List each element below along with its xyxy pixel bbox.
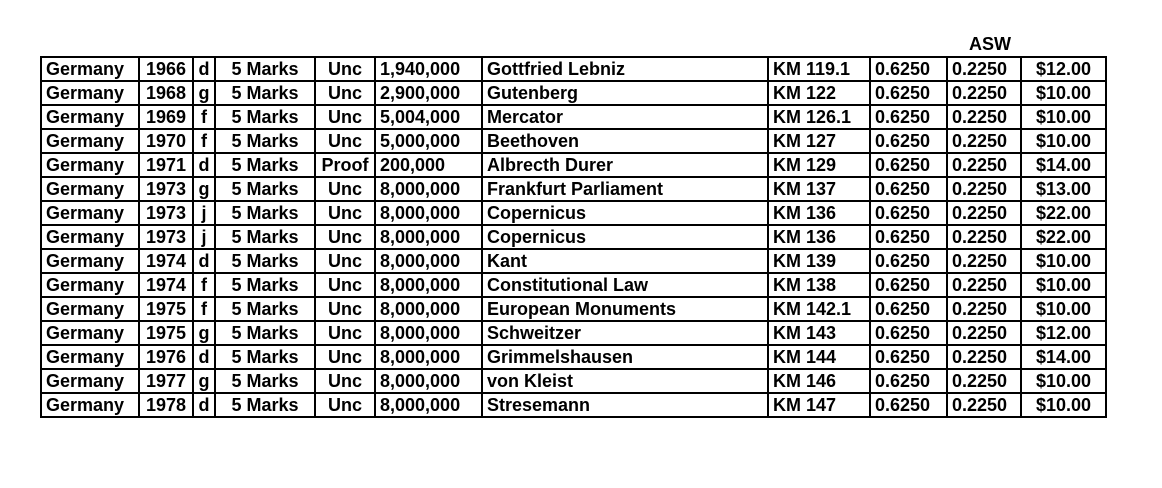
- asw-column-header: ASW: [969, 34, 1011, 54]
- price-cell: $22.00: [1021, 201, 1106, 225]
- mint-mark-cell: f: [193, 297, 215, 321]
- fineness-cell: 0.6250: [870, 153, 947, 177]
- table-row: [41, 153, 1106, 177]
- grade-cell: Unc: [315, 345, 375, 369]
- mint-mark-cell: d: [193, 57, 215, 81]
- mint-mark-cell: f: [193, 273, 215, 297]
- asw-cell: 0.2250: [947, 153, 1021, 177]
- mint-mark-cell: d: [193, 393, 215, 417]
- mintage-cell: 200,000: [375, 153, 482, 177]
- country-cell: Germany: [41, 201, 139, 225]
- km-number-cell: KM 136: [768, 225, 870, 249]
- grade-cell: Unc: [315, 201, 375, 225]
- km-number-cell: KM 129: [768, 153, 870, 177]
- mint-mark-cell: f: [193, 105, 215, 129]
- price-cell: $10.00: [1021, 297, 1106, 321]
- mintage-cell: 8,000,000: [375, 249, 482, 273]
- km-number-cell: KM 143: [768, 321, 870, 345]
- fineness-cell: 0.6250: [870, 345, 947, 369]
- table-row: [41, 57, 1106, 81]
- subject-cell: Grimmelshausen: [482, 345, 768, 369]
- table-row: [41, 81, 1106, 105]
- price-cell: $10.00: [1021, 249, 1106, 273]
- asw-cell: 0.2250: [947, 129, 1021, 153]
- fineness-cell: 0.6250: [870, 57, 947, 81]
- price-cell: $12.00: [1021, 321, 1106, 345]
- mintage-cell: 8,000,000: [375, 393, 482, 417]
- fineness-cell: 0.6250: [870, 369, 947, 393]
- grade-cell: Unc: [315, 57, 375, 81]
- mintage-cell: 8,000,000: [375, 297, 482, 321]
- km-number-cell: KM 142.1: [768, 297, 870, 321]
- price-cell: $10.00: [1021, 81, 1106, 105]
- denomination-cell: 5 Marks: [215, 345, 315, 369]
- grade-cell: Unc: [315, 273, 375, 297]
- table-row: [41, 393, 1106, 417]
- subject-cell: Copernicus: [482, 201, 768, 225]
- km-number-cell: KM 147: [768, 393, 870, 417]
- denomination-cell: 5 Marks: [215, 153, 315, 177]
- mint-mark-cell: g: [193, 369, 215, 393]
- coin-table-body: [41, 57, 1106, 417]
- mintage-cell: 8,000,000: [375, 201, 482, 225]
- year-cell: 1969: [139, 105, 193, 129]
- asw-cell: 0.2250: [947, 345, 1021, 369]
- denomination-cell: 5 Marks: [215, 297, 315, 321]
- denomination-cell: 5 Marks: [215, 273, 315, 297]
- year-cell: 1975: [139, 297, 193, 321]
- km-number-cell: KM 138: [768, 273, 870, 297]
- country-cell: Germany: [41, 129, 139, 153]
- fineness-cell: 0.6250: [870, 297, 947, 321]
- asw-cell: 0.2250: [947, 225, 1021, 249]
- price-cell: $10.00: [1021, 369, 1106, 393]
- country-cell: Germany: [41, 297, 139, 321]
- fineness-cell: 0.6250: [870, 201, 947, 225]
- year-cell: 1974: [139, 273, 193, 297]
- denomination-cell: 5 Marks: [215, 321, 315, 345]
- mintage-cell: 2,900,000: [375, 81, 482, 105]
- subject-cell: Beethoven: [482, 129, 768, 153]
- grade-cell: Unc: [315, 249, 375, 273]
- mintage-cell: 5,004,000: [375, 105, 482, 129]
- km-number-cell: KM 146: [768, 369, 870, 393]
- asw-cell: 0.2250: [947, 273, 1021, 297]
- km-number-cell: KM 127: [768, 129, 870, 153]
- grade-cell: Unc: [315, 129, 375, 153]
- mintage-cell: 5,000,000: [375, 129, 482, 153]
- denomination-cell: 5 Marks: [215, 201, 315, 225]
- year-cell: 1978: [139, 393, 193, 417]
- subject-cell: Constitutional Law: [482, 273, 768, 297]
- asw-cell: 0.2250: [947, 57, 1021, 81]
- mint-mark-cell: j: [193, 201, 215, 225]
- year-cell: 1968: [139, 81, 193, 105]
- table-row: [41, 129, 1106, 153]
- fineness-cell: 0.6250: [870, 105, 947, 129]
- price-cell: $22.00: [1021, 225, 1106, 249]
- subject-cell: Kant: [482, 249, 768, 273]
- fineness-cell: 0.6250: [870, 393, 947, 417]
- grade-cell: Unc: [315, 225, 375, 249]
- mintage-cell: 8,000,000: [375, 273, 482, 297]
- asw-cell: 0.2250: [947, 393, 1021, 417]
- country-cell: Germany: [41, 369, 139, 393]
- denomination-cell: 5 Marks: [215, 177, 315, 201]
- country-cell: Germany: [41, 345, 139, 369]
- country-cell: Germany: [41, 249, 139, 273]
- subject-cell: Gutenberg: [482, 81, 768, 105]
- fineness-cell: 0.6250: [870, 249, 947, 273]
- country-cell: Germany: [41, 57, 139, 81]
- coin-table: [40, 56, 1107, 418]
- km-number-cell: KM 139: [768, 249, 870, 273]
- country-cell: Germany: [41, 273, 139, 297]
- denomination-cell: 5 Marks: [215, 369, 315, 393]
- subject-cell: von Kleist: [482, 369, 768, 393]
- country-cell: Germany: [41, 81, 139, 105]
- subject-cell: Mercator: [482, 105, 768, 129]
- km-number-cell: KM 126.1: [768, 105, 870, 129]
- mint-mark-cell: f: [193, 129, 215, 153]
- fineness-cell: 0.6250: [870, 225, 947, 249]
- country-cell: Germany: [41, 393, 139, 417]
- asw-cell: 0.2250: [947, 297, 1021, 321]
- denomination-cell: 5 Marks: [215, 225, 315, 249]
- grade-cell: Proof: [315, 153, 375, 177]
- year-cell: 1973: [139, 177, 193, 201]
- fineness-cell: 0.6250: [870, 129, 947, 153]
- km-number-cell: KM 119.1: [768, 57, 870, 81]
- table-row: [41, 249, 1106, 273]
- subject-cell: Copernicus: [482, 225, 768, 249]
- subject-cell: Albrecth Durer: [482, 153, 768, 177]
- table-row: [41, 225, 1106, 249]
- mint-mark-cell: d: [193, 249, 215, 273]
- year-cell: 1975: [139, 321, 193, 345]
- price-cell: $12.00: [1021, 57, 1106, 81]
- mintage-cell: 8,000,000: [375, 225, 482, 249]
- asw-cell: 0.2250: [947, 249, 1021, 273]
- price-cell: $13.00: [1021, 177, 1106, 201]
- table-row: [41, 105, 1106, 129]
- denomination-cell: 5 Marks: [215, 57, 315, 81]
- grade-cell: Unc: [315, 393, 375, 417]
- year-cell: 1973: [139, 225, 193, 249]
- table-row: [41, 177, 1106, 201]
- grade-cell: Unc: [315, 105, 375, 129]
- year-cell: 1970: [139, 129, 193, 153]
- denomination-cell: 5 Marks: [215, 393, 315, 417]
- asw-cell: 0.2250: [947, 321, 1021, 345]
- table-row: [41, 273, 1106, 297]
- km-number-cell: KM 144: [768, 345, 870, 369]
- mint-mark-cell: d: [193, 153, 215, 177]
- mintage-cell: 8,000,000: [375, 177, 482, 201]
- grade-cell: Unc: [315, 297, 375, 321]
- mint-mark-cell: g: [193, 81, 215, 105]
- grade-cell: Unc: [315, 321, 375, 345]
- price-cell: $14.00: [1021, 153, 1106, 177]
- year-cell: 1973: [139, 201, 193, 225]
- table-row: [41, 297, 1106, 321]
- year-cell: 1971: [139, 153, 193, 177]
- grade-cell: Unc: [315, 177, 375, 201]
- mintage-cell: 8,000,000: [375, 345, 482, 369]
- subject-cell: Stresemann: [482, 393, 768, 417]
- table-row: [41, 369, 1106, 393]
- asw-cell: 0.2250: [947, 201, 1021, 225]
- km-number-cell: KM 137: [768, 177, 870, 201]
- year-cell: 1966: [139, 57, 193, 81]
- subject-cell: Gottfried Lebniz: [482, 57, 768, 81]
- asw-cell: 0.2250: [947, 369, 1021, 393]
- mintage-cell: 8,000,000: [375, 369, 482, 393]
- table-row: [41, 345, 1106, 369]
- denomination-cell: 5 Marks: [215, 105, 315, 129]
- year-cell: 1977: [139, 369, 193, 393]
- country-cell: Germany: [41, 225, 139, 249]
- denomination-cell: 5 Marks: [215, 81, 315, 105]
- mintage-cell: 8,000,000: [375, 321, 482, 345]
- km-number-cell: KM 136: [768, 201, 870, 225]
- mint-mark-cell: g: [193, 321, 215, 345]
- mint-mark-cell: j: [193, 225, 215, 249]
- country-cell: Germany: [41, 177, 139, 201]
- subject-cell: Frankfurt Parliament: [482, 177, 768, 201]
- price-cell: $10.00: [1021, 105, 1106, 129]
- asw-cell: 0.2250: [947, 81, 1021, 105]
- fineness-cell: 0.6250: [870, 321, 947, 345]
- table-row: [41, 201, 1106, 225]
- denomination-cell: 5 Marks: [215, 249, 315, 273]
- subject-cell: Schweitzer: [482, 321, 768, 345]
- mint-mark-cell: g: [193, 177, 215, 201]
- country-cell: Germany: [41, 105, 139, 129]
- fineness-cell: 0.6250: [870, 273, 947, 297]
- year-cell: 1974: [139, 249, 193, 273]
- km-number-cell: KM 122: [768, 81, 870, 105]
- price-cell: $10.00: [1021, 393, 1106, 417]
- asw-cell: 0.2250: [947, 177, 1021, 201]
- price-cell: $14.00: [1021, 345, 1106, 369]
- asw-cell: 0.2250: [947, 105, 1021, 129]
- country-cell: Germany: [41, 321, 139, 345]
- table-row: [41, 321, 1106, 345]
- subject-cell: European Monuments: [482, 297, 768, 321]
- mint-mark-cell: d: [193, 345, 215, 369]
- mintage-cell: 1,940,000: [375, 57, 482, 81]
- year-cell: 1976: [139, 345, 193, 369]
- denomination-cell: 5 Marks: [215, 129, 315, 153]
- fineness-cell: 0.6250: [870, 81, 947, 105]
- grade-cell: Unc: [315, 81, 375, 105]
- price-cell: $10.00: [1021, 129, 1106, 153]
- price-cell: $10.00: [1021, 273, 1106, 297]
- grade-cell: Unc: [315, 369, 375, 393]
- country-cell: Germany: [41, 153, 139, 177]
- fineness-cell: 0.6250: [870, 177, 947, 201]
